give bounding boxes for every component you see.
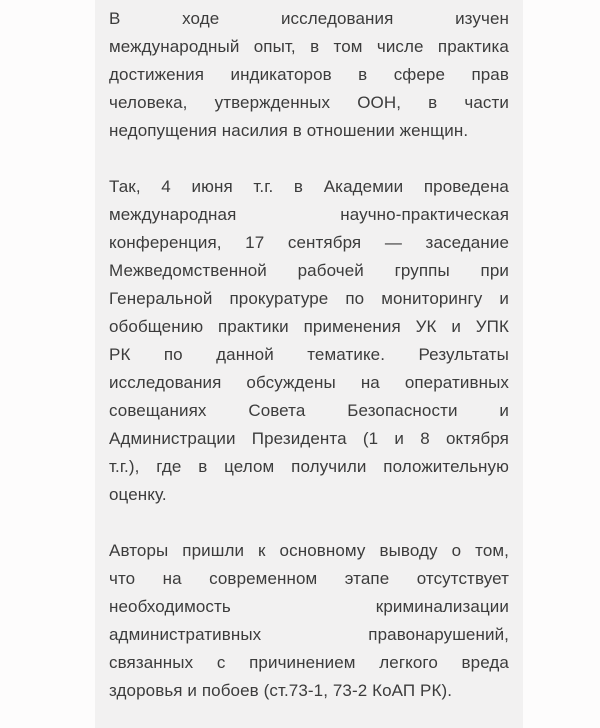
paragraph — [109, 5, 509, 145]
text-line: т.г.), где в целом получили положительную — [109, 457, 509, 476]
document-page — [95, 0, 523, 728]
text-line: достижения индикаторов в сфере прав — [109, 65, 509, 84]
paragraph — [109, 537, 509, 705]
text-line: конференция, 17 сентября — заседание — [109, 233, 509, 252]
text-line: В ходе исследования изучен — [109, 9, 509, 28]
text-line: Так, 4 июня т.г. в Академии проведена — [109, 177, 509, 196]
document-text — [95, 0, 523, 705]
text-line: оценку. — [109, 485, 167, 504]
text-line: здоровья и побоев (ст.73-1, 73-2 КоАП РК). — [109, 681, 453, 700]
text-line: Генеральной прокуратуре по мониторингу и — [109, 289, 509, 308]
text-line: исследования обсуждены на оперативных — [109, 373, 509, 392]
text-line: связанных с причинением легкого вреда — [109, 653, 509, 672]
text-line: Администрации Президента (1 и 8 октября — [109, 429, 509, 448]
text-line: административных правонарушений, — [109, 625, 509, 644]
text-line: Авторы пришли к основному выводу о том, — [109, 541, 509, 560]
text-line: Межведомственной рабочей группы при — [109, 261, 509, 280]
text-line: совещаниях Совета Безопасности и — [109, 401, 509, 420]
text-line: недопущения насилия в отношении женщин. — [109, 121, 469, 140]
text-line: РК по данной тематике. Результаты — [109, 345, 509, 364]
paragraph — [109, 173, 509, 509]
text-line: международный опыт, в том числе практика — [109, 37, 509, 56]
text-line: международная научно-практическая — [109, 205, 509, 224]
text-line: необходимость криминализации — [109, 597, 509, 616]
text-line: что на современном этапе отсутствует — [109, 569, 509, 588]
text-line: обобщению практики применения УК и УПК — [109, 317, 509, 336]
text-line: человека, утвержденных ООН, в части — [109, 93, 509, 112]
